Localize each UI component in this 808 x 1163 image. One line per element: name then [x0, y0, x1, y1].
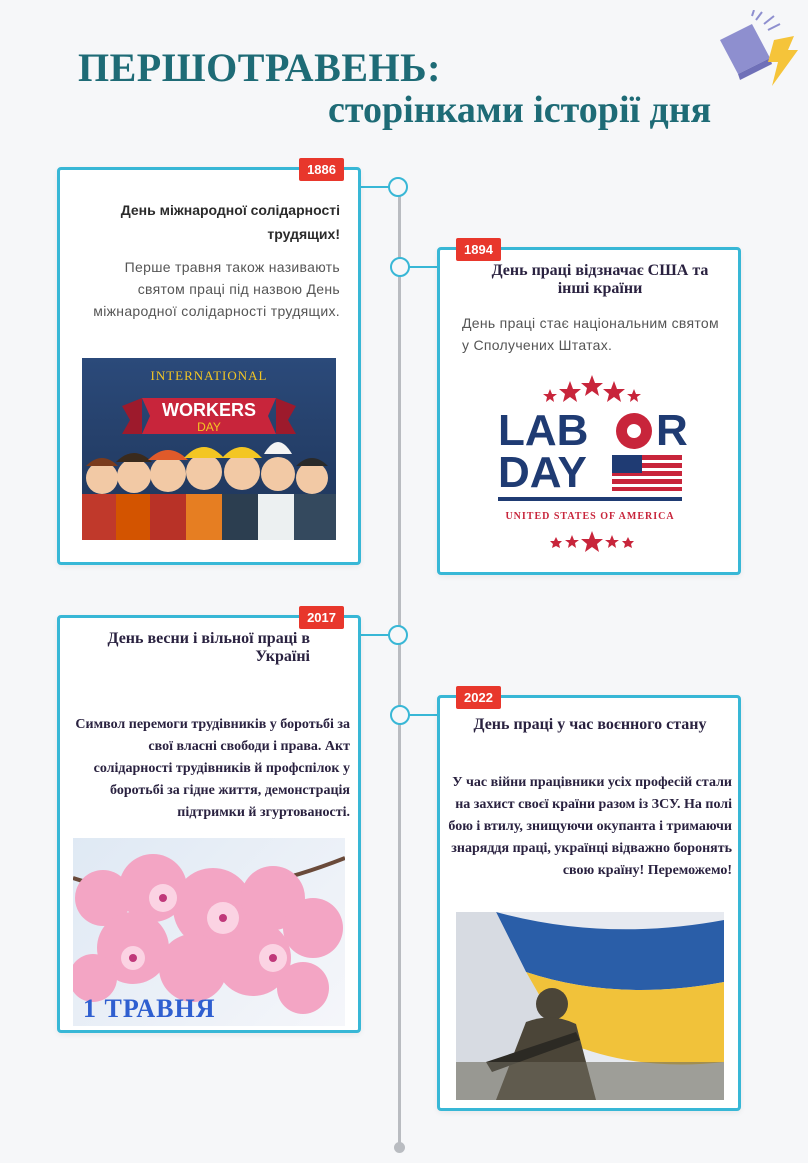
connector-1886 — [359, 186, 389, 188]
timeline-node-2022 — [390, 705, 410, 725]
page-subtitle: сторінками історії дня — [328, 89, 712, 131]
usa-subtitle: UNITED STATES OF AMERICA — [505, 511, 675, 522]
card-1886 — [57, 162, 361, 565]
year-badge: 2017 — [299, 606, 344, 629]
timeline-node-2017 — [388, 625, 408, 645]
card-title: День праці відзначає США та інші країни — [491, 262, 709, 297]
timeline-node-1894 — [390, 257, 410, 277]
cherry-blossom-image — [73, 838, 345, 1026]
page-title: ПЕРШОТРАВЕНЬ: — [78, 45, 441, 90]
year-badge: 1886 — [299, 158, 344, 181]
card-2017 — [57, 610, 361, 1033]
card-text: День праці стає національним святом у Сполучених Штатах. — [462, 315, 719, 353]
connector-2022 — [409, 714, 439, 716]
labor-day-image — [462, 371, 718, 553]
card-title: День весни і вільної праці в Україні — [107, 630, 310, 665]
card-2022 — [437, 690, 741, 1111]
card-text: Перше травня також називають святом праці під назвою День міжнародної солідарності трудящих. — [93, 259, 340, 319]
year-badge: 1894 — [456, 238, 501, 261]
labor-word: LAB — [498, 406, 589, 455]
image-text-workers: WORKERS — [162, 400, 256, 420]
card-1894 — [437, 242, 741, 575]
year-badge: 2022 — [456, 686, 501, 709]
ukraine-flag-soldier-image — [456, 912, 724, 1100]
day-word: DAY — [498, 448, 587, 497]
card-title: День міжнародної солідарності трудящих! — [120, 202, 340, 242]
card-text: Символ перемоги трудівників у боротьбі за свої власні свободи і права. Акт солідарності трудівників й профспілок у боротьбі за гідне життя, демонстрація підтримки й згуртованості. — [75, 717, 350, 820]
image-text-day: DAY — [197, 420, 221, 434]
labor-word-end: R — [656, 406, 688, 455]
timeline-node-1886 — [388, 177, 408, 197]
timeline-line — [398, 186, 401, 1148]
book-logo-icon — [712, 10, 802, 94]
connector-2017 — [359, 634, 389, 636]
card-text: У час війни працівники усіх професій стали на захист своєї країни разом із ЗСУ. На полі бою і втилу, знищуючи окупанта і тримаючи знаряддя праці, українці відважно боронять свою країну! Переможемо! — [448, 775, 732, 878]
connector-1894 — [409, 266, 439, 268]
card-title: День праці у час воєнного стану — [473, 716, 707, 733]
workers-day-image — [82, 358, 336, 540]
image-caption: 1 ТРАВНЯ — [83, 994, 216, 1023]
timeline-end-dot — [394, 1142, 405, 1153]
image-text-international: INTERNATIONAL — [150, 368, 268, 383]
